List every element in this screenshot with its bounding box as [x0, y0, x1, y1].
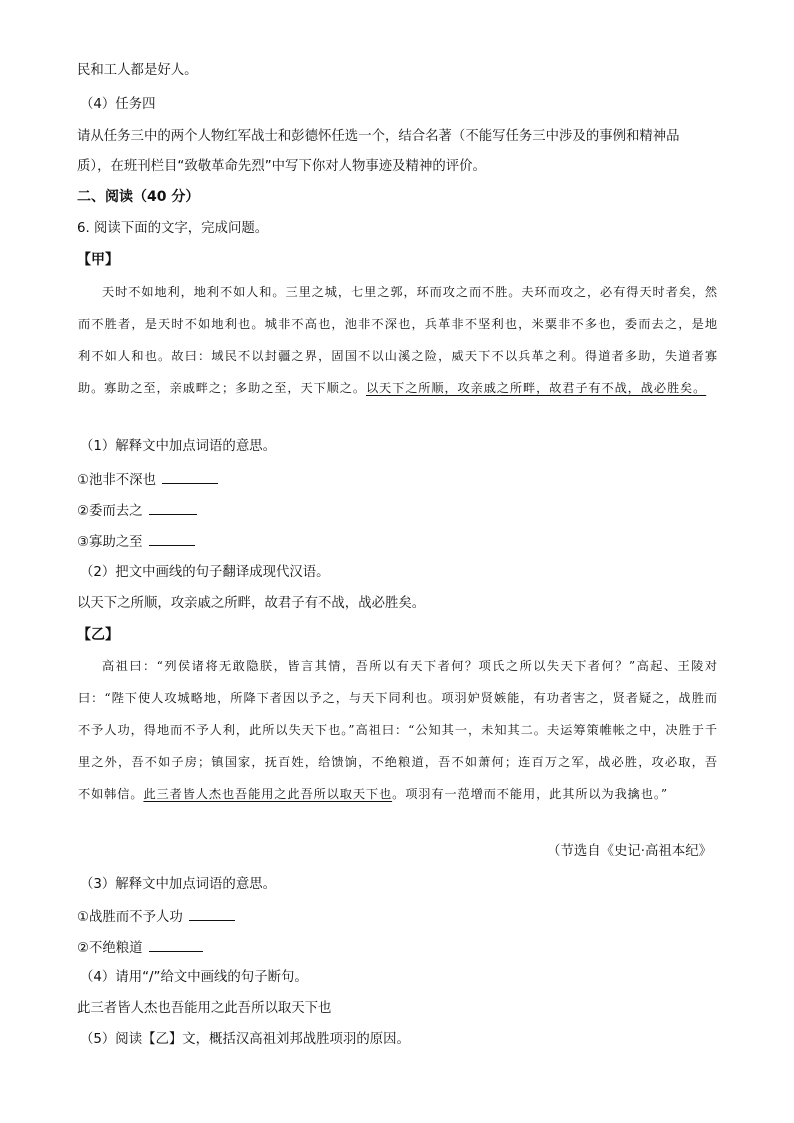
q2-sentence: 以天下之所顺，攻亲戚之所畔，故君子有不战，战必胜矣。 — [77, 596, 426, 611]
answer-blank[interactable] — [162, 470, 218, 484]
q4-label: （4）请用“/”给文中画线的句子断句。 — [80, 970, 308, 985]
q3-item-1 — [77, 907, 235, 927]
passage-jia — [78, 276, 718, 404]
q3-item-2-text: ②不绝粮道 — [77, 941, 143, 956]
passage-yi-label: 【乙】 — [77, 627, 119, 643]
passage-yi-tail: 。项羽有一范增而不能用，此其所以为我擒也。” — [392, 787, 668, 801]
answer-blank[interactable] — [189, 907, 235, 921]
q1-item-3 — [77, 532, 195, 552]
answer-blank[interactable] — [149, 938, 203, 952]
passage-yi-underlined-sentence: 此三者皆人杰也吾能用之此吾所以取天下也 — [143, 787, 393, 801]
q3-label: （3）解释文中加点词语的意思。 — [80, 877, 276, 892]
section-heading: 二、阅读（40 分） — [77, 189, 200, 205]
q5-label: （5）阅读【乙】文，概括汉高祖刘邦战胜项羽的原因。 — [80, 1032, 410, 1047]
passage-jia-underlined-sentence: 以天下之所顺，攻亲戚之所畔，故君子有不战，战必胜矣。 — [365, 381, 707, 395]
passage-yi-text: 高祖曰：“列侯诸将无敢隐朕，皆言其情，吾所以有天下者何？项氏之所以失天下者何？”高起、王陵对曰：“陛下使人攻城略地，所降下者因以予之，与天下同利也。项羽妒贤嫉能，有功者害之，贤者疑之，战胜而不予人功，得地而不予人利，此所以失天下也。”高祖曰：“公知其一，未知其二。夫运筹策帷帐之中，决胜于千里之外，吾不如子房；镇国家，抚百姓，给馈饷，不绝粮道，吾不如萧何；连百万之军，战必胜，攻必取，吾不如韩信。 — [78, 659, 718, 801]
passage-yi — [78, 650, 718, 810]
q1-label: （1）解释文中加点词语的意思。 — [80, 439, 276, 454]
task4-text-line2: 质），在班刊栏目“致敬革命先烈”中写下你对人物事迹及精神的评价。 — [77, 159, 486, 174]
q1-item-2-text: ②委而去之 — [77, 504, 143, 519]
passage-yi-source: （节选自《史记·高祖本纪》 — [547, 844, 712, 859]
answer-blank[interactable] — [149, 532, 195, 546]
passage-jia-label: 【甲】 — [77, 252, 119, 268]
passage-jia-text: 天时不如地利，地利不如人和。三里之城，七里之郭，环而攻之而不胜。夫环而攻之，必有得天时者矣，然而不胜者，是天时不如地利也。城非不高也，池非不深也，兵革非不坚利也，米粟非不多也，委而去之，是地利不如人和也。故曰：域民不以封疆之界，固国不以山溪之险，威天下不以兵革之利。得道者多助，失道者寡助。寡助之至，亲戚畔之；多助之至，天下顺之。 — [78, 285, 718, 395]
q2-label: （2）把文中画线的句子翻译成现代汉语。 — [80, 565, 330, 580]
continuation-text: 民和工人都是好人。 — [77, 63, 198, 78]
task4-text-line1: 请从任务三中的两个人物红军战士和彭德怀任选一个，结合名著（不能写任务三中涉及的事例和精神品 — [77, 129, 680, 144]
answer-blank[interactable] — [149, 501, 197, 515]
question-6-prompt: 6. 阅读下面的文字，完成问题。 — [77, 221, 269, 236]
q3-item-2 — [77, 938, 203, 958]
q4-sentence: 此三者皆人杰也吾能用之此吾所以取天下也 — [77, 1001, 332, 1016]
q1-item-1 — [77, 470, 218, 490]
task4-label: （4）任务四 — [80, 97, 156, 112]
q1-item-3-text: ③寡助之至 — [77, 535, 143, 550]
q1-item-1-text: ①池非不深也 — [77, 473, 156, 488]
q3-item-1-text: ①战胜而不予人功 — [77, 910, 183, 925]
q1-item-2 — [77, 501, 197, 521]
